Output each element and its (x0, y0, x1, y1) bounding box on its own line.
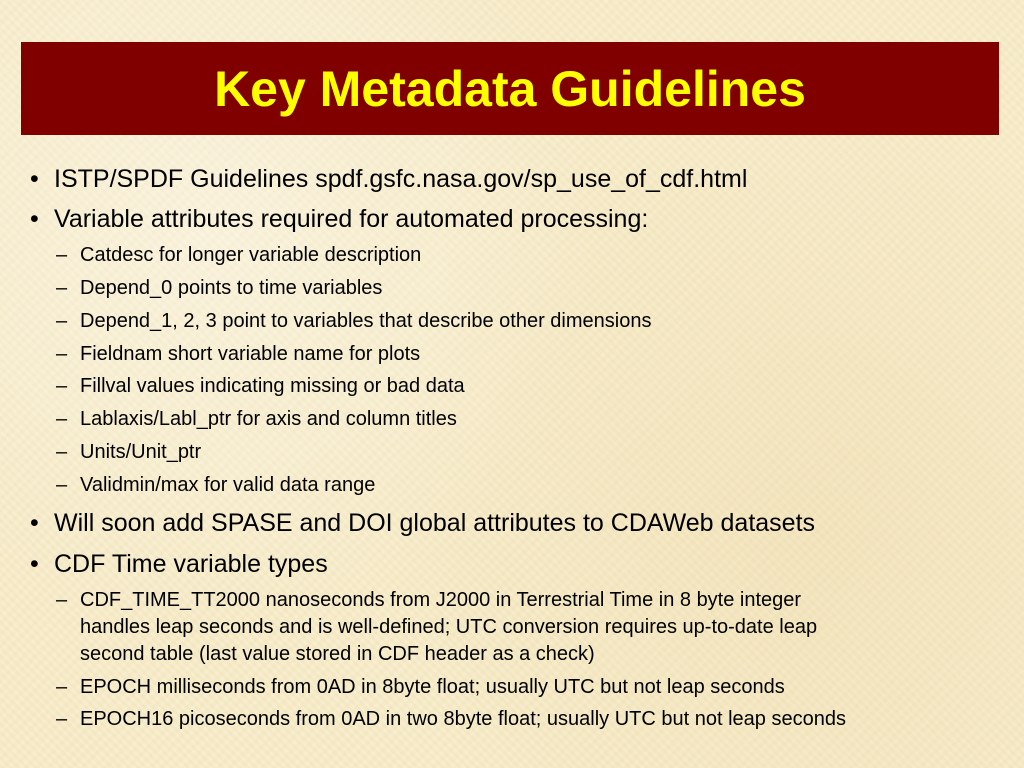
sub-bullet-text: EPOCH16 picoseconds from 0AD in two 8byte float; usually UTC but not leap seconds (80, 708, 846, 730)
sub-bullet-text: Lablaxis/Labl_ptr for axis and column titles (80, 408, 457, 430)
sub-bullet-text: EPOCH milliseconds from 0AD in 8byte float; usually UTC but not leap seconds (80, 676, 785, 698)
slide-title: Key Metadata Guidelines (214, 60, 806, 117)
sub-bullet-text: Units/Unit_ptr (80, 441, 202, 463)
dash-marker: – (56, 708, 68, 730)
sub-bullet-text: CDF_TIME_TT2000 nanoseconds from J2000 in Terrestrial Time in 8 byte integer (80, 589, 802, 611)
sub-bullet-text: Depend_0 points to time variables (80, 277, 383, 299)
sub-bullet-text: Fieldnam short variable name for plots (80, 343, 421, 365)
dash-marker: – (56, 244, 68, 266)
sub-bullet-text: Validmin/max for valid data range (80, 474, 376, 496)
sub-bullet-text: Fillval values indicating missing or bad data (80, 375, 465, 397)
sub-bullet-text: handles leap seconds and is well-defined; UTC conversion requires up-to-date leap (80, 616, 818, 638)
dash-marker: – (56, 441, 68, 463)
bullet-marker: • (30, 205, 39, 233)
bullet-marker: • (30, 550, 39, 578)
bullet-text: Will soon add SPASE and DOI global attributes to CDAWeb datasets (54, 509, 816, 537)
bullet-marker: • (30, 509, 39, 537)
sub-bullet-text: second table (last value stored in CDF header as a check) (80, 643, 595, 665)
dash-marker: – (56, 589, 68, 611)
dash-marker: – (56, 343, 68, 365)
dash-marker: – (56, 310, 68, 332)
bullet-marker: • (30, 165, 39, 193)
dash-marker: – (56, 375, 68, 397)
bullet-text: ISTP/SPDF Guidelines spdf.gsfc.nasa.gov/sp_use_of_cdf.html (54, 165, 748, 193)
bullet-text: Variable attributes required for automated processing: (54, 205, 649, 233)
dash-marker: – (56, 277, 68, 299)
dash-marker: – (56, 408, 68, 430)
sub-bullet-text: Depend_1, 2, 3 point to variables that describe other dimensions (80, 310, 652, 332)
sub-bullet-text: Catdesc for longer variable description (80, 244, 422, 266)
dash-marker: – (56, 474, 68, 496)
bullet-text: CDF Time variable types (54, 550, 328, 578)
dash-marker: – (56, 676, 68, 698)
